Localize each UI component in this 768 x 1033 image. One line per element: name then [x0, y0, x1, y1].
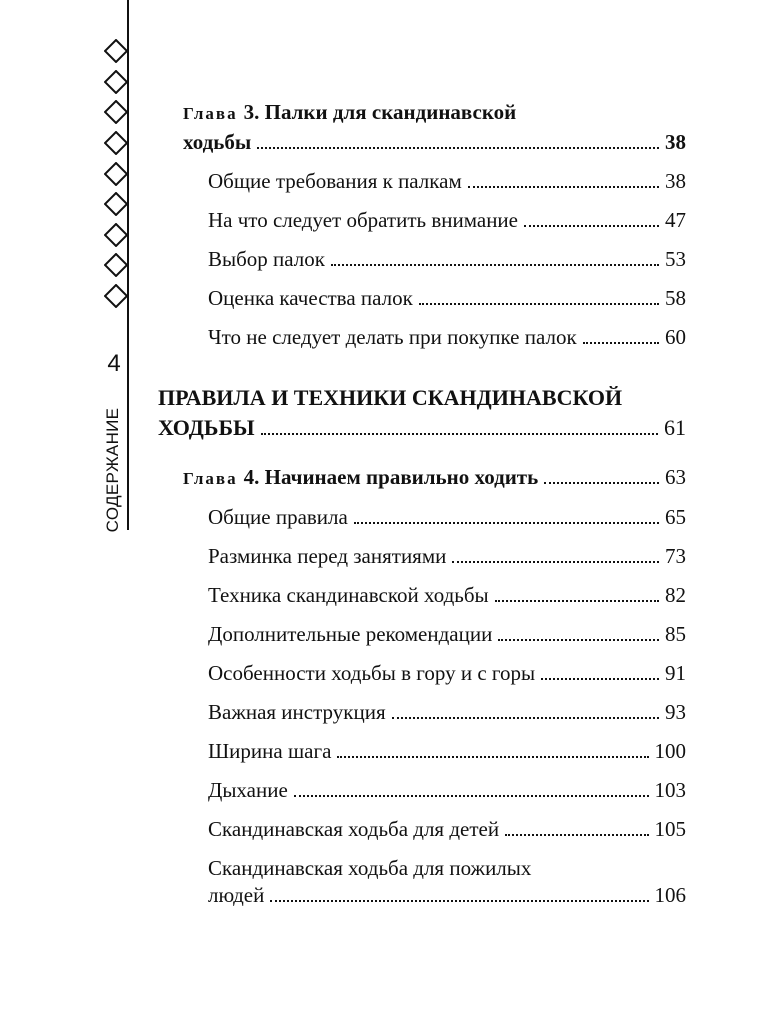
chapter-3-page: 38 — [665, 130, 686, 154]
toc-entry-title: Выбор палок — [208, 247, 325, 271]
toc-entry — [208, 325, 686, 350]
page-number: 4 — [107, 350, 121, 377]
dot-leader — [354, 522, 659, 524]
toc-entry — [208, 583, 686, 608]
dot-leader — [544, 482, 659, 484]
toc-entry — [208, 247, 686, 272]
toc-entry-title: Ширина шага — [208, 739, 332, 763]
dot-leader — [294, 795, 649, 797]
toc-entry-page: 91 — [665, 661, 686, 685]
toc-entry-page: 100 — [654, 739, 686, 763]
toc-entry — [208, 208, 686, 233]
toc-entry-title: На что следует обратить внимание — [208, 208, 518, 232]
toc-entry-page: 82 — [665, 583, 686, 607]
toc-entry-title: Оценка качества палок — [208, 286, 413, 310]
toc-entry-title: Общие правила — [208, 505, 348, 529]
chapter-4-title: 4. Начинаем правильно ходить — [243, 465, 539, 489]
toc-entry — [208, 505, 686, 530]
toc-entry-page: 58 — [665, 286, 686, 310]
chapter-3-heading-line1 — [183, 100, 516, 125]
last-entry-line1: Скандинавская ходьба для пожилых — [208, 856, 532, 880]
toc-entry-title: Скандинавская ходьба для детей — [208, 817, 500, 841]
toc-entry-title: Дополнительные рекомендации — [208, 622, 493, 646]
toc-entry — [208, 739, 686, 764]
toc-entry-page: 53 — [665, 247, 686, 271]
toc-entry-title: Что не следует делать при покупке палок — [208, 325, 577, 349]
dot-leader — [419, 303, 659, 305]
toc-entry — [208, 817, 686, 842]
last-entry-page: 106 — [654, 883, 686, 907]
toc-entry-page: 103 — [654, 778, 686, 802]
toc-entry — [208, 169, 686, 194]
section-label: СОДЕРЖАНИЕ — [103, 407, 122, 533]
toc-entry-page: 60 — [665, 325, 686, 349]
toc-entry-title: Особенности ходьбы в гору и с горы — [208, 661, 536, 685]
dot-leader — [331, 264, 659, 266]
dot-leader — [261, 433, 658, 435]
toc-entry-title: Общие требования к палкам — [208, 169, 462, 193]
toc-entry-page: 65 — [665, 505, 686, 529]
toc-entry-title: Разминка перед занятиями — [208, 544, 447, 568]
toc-entry — [208, 286, 686, 311]
toc-entry-page: 93 — [665, 700, 686, 724]
toc-entry — [208, 778, 686, 803]
toc-entry — [208, 622, 686, 647]
toc-entry-page: 38 — [665, 169, 686, 193]
dot-leader — [452, 561, 659, 563]
dot-leader — [498, 639, 659, 641]
toc-entry — [208, 661, 686, 686]
toc-entry-page: 47 — [665, 208, 686, 232]
chapter-4-heading — [183, 465, 686, 490]
part-heading-line2 — [158, 415, 686, 441]
dot-leader — [524, 225, 659, 227]
chapter-3-label: Глава — [183, 104, 238, 123]
dot-leader — [270, 900, 648, 902]
dot-leader — [392, 717, 659, 719]
dot-leader — [468, 186, 659, 188]
last-entry-title-part2: людей — [208, 883, 265, 907]
toc-entry-page: 85 — [665, 622, 686, 646]
toc-entry-page: 105 — [654, 817, 686, 841]
toc-entry — [208, 544, 686, 569]
toc-entry-title: Важная инструкция — [208, 700, 386, 724]
chapter-3-title-part2: ходьбы — [183, 130, 252, 154]
chapter-3-title-part1: 3. Палки для скандинавской — [243, 100, 517, 124]
chapter-4-page: 63 — [665, 465, 686, 489]
toc-entry-title: Техника скандинавской ходьбы — [208, 583, 489, 607]
part-heading-line1: ПРАВИЛА И ТЕХНИКИ СКАНДИНАВСКОЙ — [158, 385, 623, 410]
chapter-3-heading-line2 — [183, 130, 686, 155]
dot-leader — [495, 600, 659, 602]
part-page: 61 — [664, 415, 686, 440]
last-entry-line2 — [208, 883, 686, 908]
dot-leader — [257, 147, 659, 149]
chapter-4-label: Глава — [183, 469, 238, 488]
dot-leader — [583, 342, 659, 344]
toc-entry — [208, 700, 686, 725]
part-title-part2: ХОДЬБЫ — [158, 415, 255, 440]
dot-leader — [541, 678, 659, 680]
dot-leader — [337, 756, 648, 758]
toc-entry-title: Дыхание — [208, 778, 288, 802]
toc-entry-page: 73 — [665, 544, 686, 568]
dot-leader — [505, 834, 648, 836]
